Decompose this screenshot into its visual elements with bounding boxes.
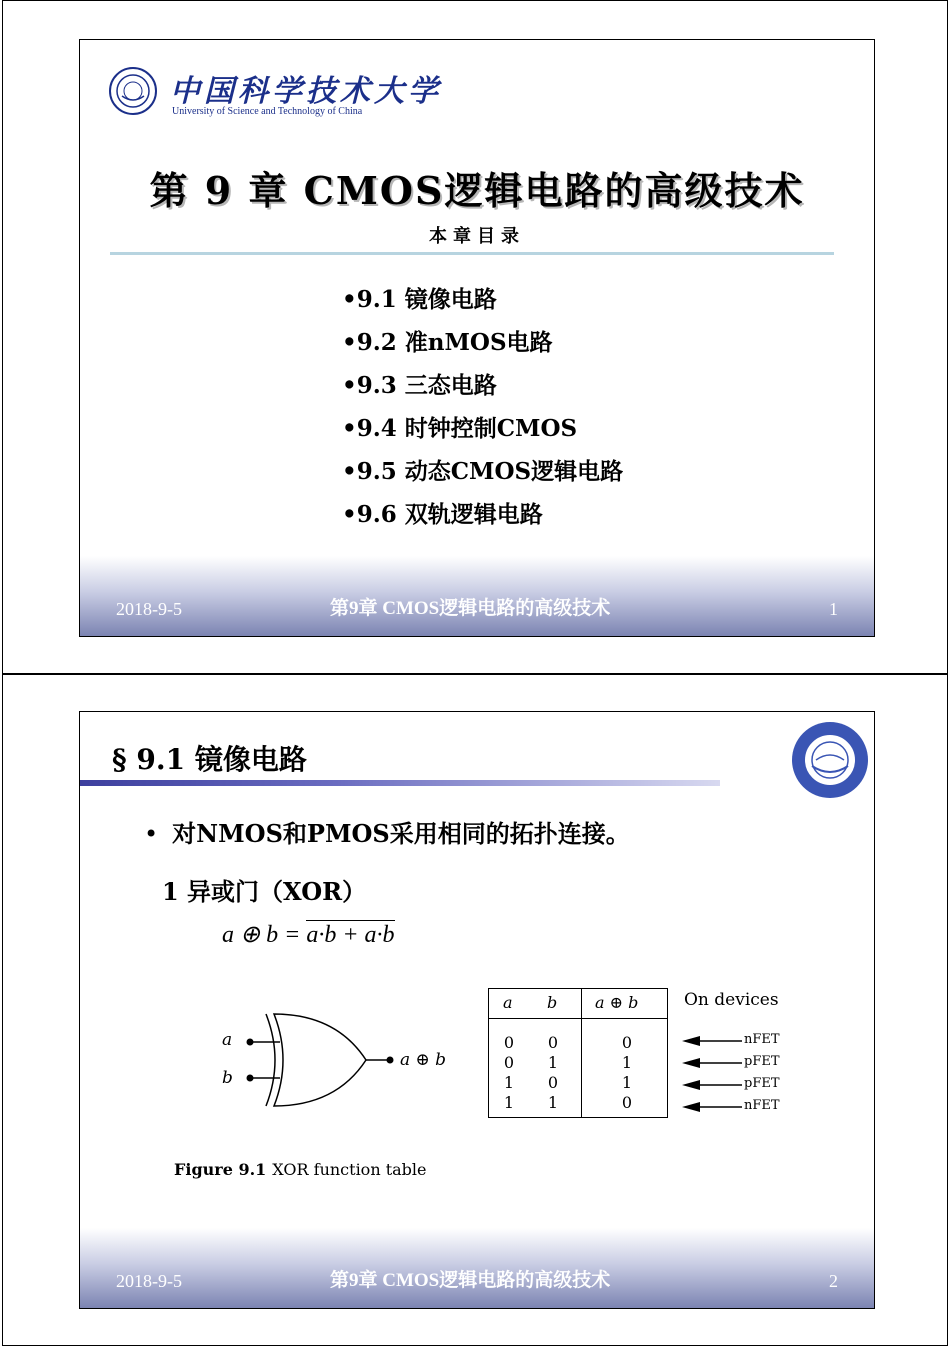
- bullet-point: [144, 814, 630, 849]
- toc-list: [342, 278, 623, 536]
- formula-rhs-overline: [306, 920, 394, 948]
- university-name-en: University of Science and Technology of China: [172, 106, 363, 117]
- formula-plus: +: [336, 922, 365, 948]
- table-cell: 0: [621, 1033, 633, 1052]
- title-underline-bar: [80, 780, 720, 786]
- table-column-rule: [581, 989, 582, 1117]
- toc-item: •9.6 双轨逻辑电路: [342, 501, 543, 528]
- device-arrows: [680, 1030, 744, 1120]
- table-cell: 0: [503, 1033, 515, 1052]
- device-label: nFET: [744, 1098, 780, 1113]
- arrow-icon: [682, 1036, 742, 1046]
- output-dot: [387, 1057, 394, 1064]
- footer-date: 2018-9-5: [116, 1271, 182, 1291]
- input-a-dot: [247, 1039, 254, 1046]
- xor-formula: [222, 920, 395, 949]
- table-cell: 1: [621, 1053, 633, 1072]
- table-header-b: b: [547, 993, 558, 1012]
- section-title: § 9.1 镜像电路: [112, 743, 307, 776]
- footer-page-number: 2: [829, 1271, 838, 1291]
- arrow-icon: [682, 1102, 742, 1112]
- formula-term-overline: b: [382, 922, 395, 948]
- slide-2: [79, 711, 875, 1309]
- table-cell: 0: [621, 1093, 633, 1112]
- toc-item: •9.5 动态CMOS逻辑电路: [342, 458, 624, 485]
- table-cell: 1: [547, 1093, 559, 1112]
- table-cell: 0: [547, 1073, 559, 1092]
- university-seal-icon: [108, 66, 158, 116]
- toc-item: •9.2 准nMOS电路: [342, 329, 553, 356]
- table-column-b: [543, 1033, 563, 1113]
- formula-dot: ·: [376, 922, 383, 948]
- slide-footer: [80, 1228, 874, 1308]
- device-label: pFET: [744, 1076, 780, 1091]
- arrow-icon: [682, 1080, 742, 1090]
- divider: [110, 252, 834, 255]
- on-devices-label: On devices: [684, 990, 779, 1010]
- toc-heading: 本章目录: [429, 226, 525, 247]
- table-column-out: [617, 1033, 637, 1113]
- table-column-a: [499, 1033, 519, 1113]
- table-cell: 0: [547, 1033, 559, 1052]
- formula-lhs: a ⊕ b =: [222, 922, 307, 948]
- table-header-out: a ⊕ b: [595, 993, 639, 1012]
- table-cell: 1: [503, 1073, 515, 1092]
- xor-truth-table: [488, 988, 668, 1118]
- university-seal-icon: [790, 720, 870, 800]
- device-label: nFET: [744, 1032, 780, 1047]
- page-2: [2, 674, 948, 1346]
- formula-dot: ·: [318, 922, 325, 948]
- footer-title: 第9章 CMOS逻辑电路的高级技术: [330, 1270, 611, 1291]
- subheading-xor: 1 异或门（XOR）: [162, 877, 367, 906]
- formula-term-overline: a: [364, 922, 377, 948]
- university-name-cn: 中国科学技术大学: [170, 74, 442, 109]
- gate-input-b-label: b: [222, 1068, 233, 1088]
- footer-date: 2018-9-5: [116, 599, 182, 619]
- slide-1: [79, 39, 875, 637]
- table-cell: 1: [503, 1093, 515, 1112]
- figure-caption: [174, 1160, 427, 1179]
- table-cell: 1: [621, 1073, 633, 1092]
- table-cell: 0: [503, 1053, 515, 1072]
- page-1: [2, 0, 948, 674]
- bullet-text: 对NMOS和PMOS采用相同的拓扑连接。: [172, 819, 630, 848]
- arrow-icon: [682, 1058, 742, 1068]
- formula-term: b: [324, 922, 337, 948]
- gate-input-a-label: a: [222, 1030, 233, 1050]
- table-header-rule: [489, 1018, 667, 1019]
- chapter-title: 第 9 章 CMOS逻辑电路的高级技术: [149, 168, 805, 213]
- figure-caption-text: XOR function table: [272, 1160, 427, 1179]
- slide-footer: [80, 556, 874, 636]
- toc-item: •9.3 三态电路: [342, 372, 497, 399]
- table-header-a: a: [503, 993, 513, 1012]
- input-b-dot: [247, 1075, 254, 1082]
- device-label: pFET: [744, 1054, 780, 1069]
- formula-term: a: [306, 922, 319, 948]
- footer-title: 第9章 CMOS逻辑电路的高级技术: [330, 598, 611, 619]
- gate-output-label: a ⊕ b: [400, 1050, 447, 1070]
- xor-back-curve: [266, 1014, 275, 1106]
- bullet-marker: •: [144, 820, 159, 848]
- table-cell: 1: [547, 1053, 559, 1072]
- toc-item: •9.1 镜像电路: [342, 286, 497, 313]
- toc-item: •9.4 时钟控制CMOS: [342, 415, 578, 442]
- xor-gate-diagram: [240, 1012, 410, 1112]
- footer-page-number: 1: [829, 599, 838, 619]
- xor-body: [274, 1014, 366, 1106]
- figure-caption-label: Figure 9.1: [174, 1160, 267, 1179]
